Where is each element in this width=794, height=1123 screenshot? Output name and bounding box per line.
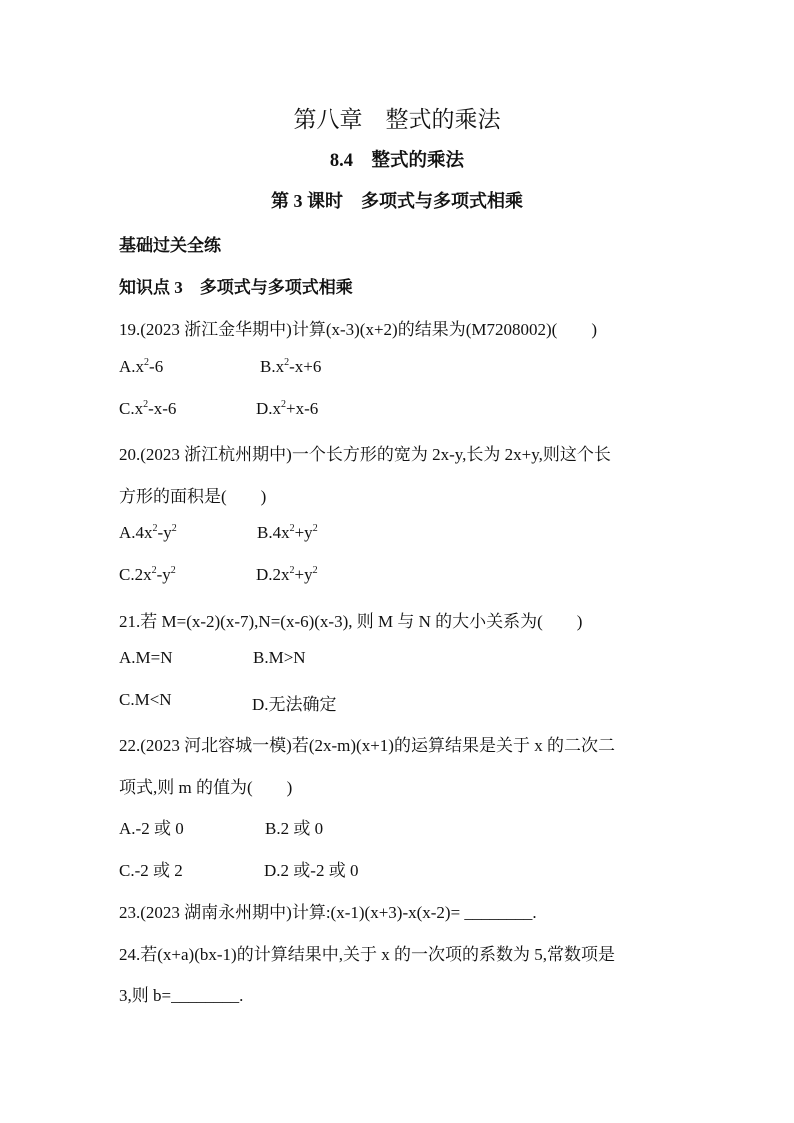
practice-heading: 基础过关全练 (119, 236, 221, 255)
chapter-title: 第八章 整式的乘法 (293, 107, 501, 132)
q21-option-a: A.M=N (119, 648, 173, 667)
q20-option-c: $C.2x^2-y^2$ (119, 565, 176, 584)
question-19-stem: 19.(2023 浙江金华期中)计算(x-3)(x+2)的结果为(M7208002)( ) (119, 320, 597, 339)
q21-option-d: D.无法确定 (252, 695, 337, 714)
knowledge-point-heading: 知识点 3 多项式与多项式相乘 (119, 278, 353, 297)
question-22-stem-line1: 22.(2023 河北容城一模)若(2x-m)(x+1)的运算结果是关于 x 的二次二 (119, 736, 615, 755)
question-20-stem-line2: 方形的面积是( ) (119, 487, 267, 506)
section-title: 8.4 整式的乘法 (329, 151, 465, 171)
question-24-stem-line1: 24.若(x+a)(bx-1)的计算结果中,关于 x 的一次项的系数为 5,常数项是 (119, 945, 615, 964)
q21-option-c: C.M<N (119, 690, 172, 709)
q20-option-a: $A.4x^2-y^2$ (119, 523, 177, 542)
q20-option-b: $B.4x^2+y^2$ (257, 523, 318, 542)
q19-option-b: $B.x^2-x+6$ (260, 357, 322, 376)
q22-option-a: A.-2 或 0 (119, 819, 184, 838)
lesson-title: 第 3 课时 多项式与多项式相乘 (271, 191, 523, 211)
q19-option-c: $C.x^2-x-6$ (119, 399, 177, 418)
q19-option-a: $A.x^2-6$ (119, 357, 164, 376)
question-24-stem-line2: 3,则 b=________. (119, 986, 244, 1005)
question-20-stem-line1: 20.(2023 浙江杭州期中)一个长方形的宽为 2x-y,长为 2x+y,则这个长 (119, 445, 611, 464)
q21-option-b: B.M>N (253, 648, 306, 667)
question-23-stem: 23.(2023 湖南永州期中)计算:(x-1)(x+3)-x(x-2)= ________. (119, 903, 537, 922)
question-21-stem: 21.若 M=(x-2)(x-7),N=(x-6)(x-3), 则 M 与 N 的大小关系为( ) (119, 612, 583, 631)
q22-option-b: B.2 或 0 (265, 819, 324, 838)
q19-option-d: $D.x^2+x-6$ (256, 399, 319, 418)
q22-option-c: C.-2 或 2 (119, 861, 183, 880)
q20-option-d: $D.2x^2+y^2$ (256, 565, 318, 584)
question-22-stem-line2: 项式,则 m 的值为( ) (119, 778, 293, 797)
q22-option-d: D.2 或-2 或 0 (264, 861, 359, 880)
